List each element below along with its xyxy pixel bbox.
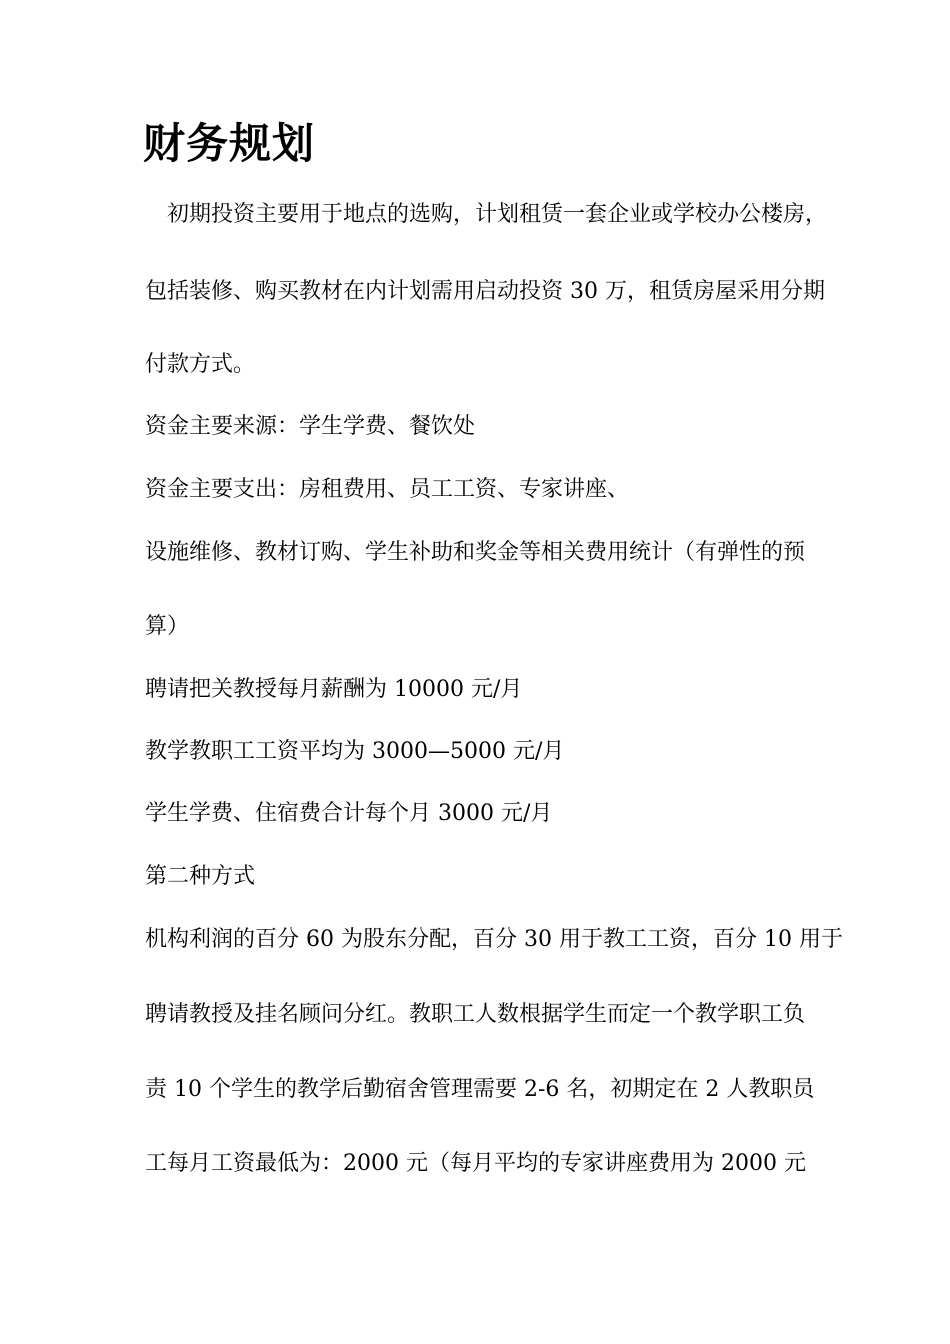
professor-salary-line: 聘请把关教授每月薪酬为 10000 元/月 xyxy=(145,677,523,702)
page-title: 财务规划 xyxy=(143,119,316,168)
tuition-line: 学生学费、住宿费合计每个月 3000 元/月 xyxy=(145,801,553,826)
paragraph-line: 工每月工资最低为：2000 元（每月平均的专家讲座费用为 2000 元 xyxy=(145,1151,806,1176)
expenses-line: 资金主要支出：房租费用、员工工资、专家讲座、 xyxy=(145,477,630,502)
staff-salary-line: 教学教职工工资平均为 3000—5000 元/月 xyxy=(145,739,565,764)
expenses-line: 算） xyxy=(145,614,190,639)
paragraph-line: 初期投资主要用于地点的选购，计划租赁一套企业或学校办公楼房， xyxy=(145,202,828,227)
paragraph-line: 付款方式。 xyxy=(145,352,256,377)
paragraph-line: 机构利润的百分 60 为股东分配，百分 30 用于教工工资，百分 10 用于 xyxy=(145,927,843,952)
paragraph-line: 包括装修、购买教材在内计划需用启动投资 30 万，租赁房屋采用分期 xyxy=(145,279,825,304)
section-heading: 第二种方式 xyxy=(145,864,256,889)
expenses-line: 设施维修、教材订购、学生补助和奖金等相关费用统计（有弹性的预 xyxy=(145,540,806,565)
income-sources-line: 资金主要来源：学生学费、餐饮处 xyxy=(145,414,476,439)
paragraph-line: 聘请教授及挂名顾问分红。教职工人数根据学生而定一个教学职工负 xyxy=(145,1002,806,1027)
paragraph-line: 责 10 个学生的教学后勤宿舍管理需要 2-6 名，初期定在 2 人教职员 xyxy=(145,1077,815,1102)
